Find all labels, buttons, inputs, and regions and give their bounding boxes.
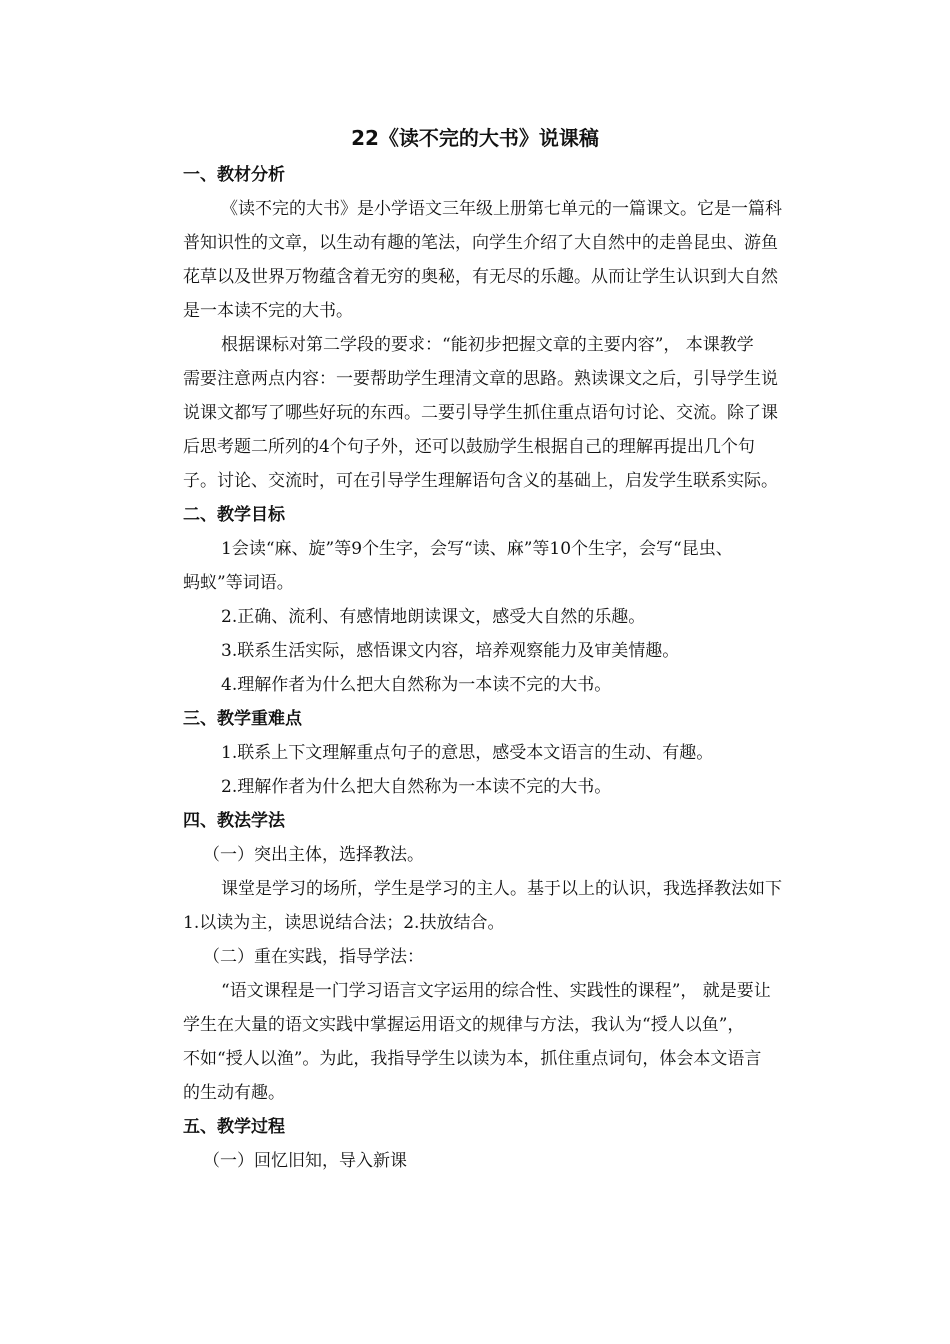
text-line: 子。讨论、交流时，可在引导学生理解语句含义的基础上，启发学生联系实际。 <box>183 471 778 491</box>
text-line: 4.理解作者为什么把大自然称为一本读不完的大书。 <box>221 675 612 695</box>
text-line: 蚂蚁”等词语。 <box>183 573 294 593</box>
text-line: 需要注意两点内容：一要帮助学生理清文章的思路。熟读课文之后，引导学生说 <box>183 369 778 389</box>
text-line: 不如“授人以渔”。为此，我指导学生以读为本，抓住重点词句，体会本文语言 <box>183 1049 762 1069</box>
list-item <box>145 668 809 702</box>
list-item <box>145 634 809 668</box>
paragraph <box>145 974 809 1110</box>
text-line: 是一本读不完的大书。 <box>183 301 353 321</box>
text-line: 普知识性的文章，以生动有趣的笔法，向学生介绍了大自然中的走兽昆虫、游鱼 <box>183 233 778 253</box>
list-item <box>145 600 809 634</box>
text-line: 2.理解作者为什么把大自然称为一本读不完的大书。 <box>221 777 612 797</box>
section-heading-key-difficulties: 三、教学重难点 <box>183 709 302 729</box>
text-line: 1.以读为主，读思说结合法；2.扶放结合。 <box>183 913 505 933</box>
text-line: 后思考题二所列的4个句子外，还可以鼓励学生根据自己的理解再提出几个句 <box>183 437 755 457</box>
subheading <box>145 838 809 872</box>
text-line: （二）重在实践，指导学法： <box>203 947 424 967</box>
paragraph <box>145 192 809 328</box>
text-line: 3.联系生活实际，感悟课文内容，培养观察能力及审美情趣。 <box>221 641 680 661</box>
section-heading-methods: 四、教法学法 <box>183 811 285 831</box>
list-item <box>145 532 809 600</box>
document-body <box>145 158 809 1178</box>
text-line: 1.联系上下文理解重点句子的意思，感受本文语言的生动、有趣。 <box>221 743 714 763</box>
text-line: （一）回忆旧知，导入新课 <box>203 1151 407 1171</box>
text-line: 的生动有趣。 <box>183 1083 285 1103</box>
paragraph <box>145 328 809 498</box>
section-heading-teaching-goals: 二、教学目标 <box>183 505 285 525</box>
section-heading-teaching-material: 一、教材分析 <box>183 165 285 185</box>
subheading <box>145 940 809 974</box>
text-line: 2.正确、流利、有感情地朗读课文，感受大自然的乐趣。 <box>221 607 646 627</box>
text-line: 学生在大量的语文实践中掌握运用语文的规律与方法，我认为“授人以鱼”， <box>183 1015 745 1035</box>
text-line: 花草以及世界万物蕴含着无穷的奥秘，有无尽的乐趣。从而让学生认识到大自然 <box>183 267 778 287</box>
text-line: 说课文都写了哪些好玩的东西。二要引导学生抓住重点语句讨论、交流。除了课 <box>183 403 778 423</box>
text-line: “语文课程是一门学习语言文字运用的综合性、实践性的课程”， 就是要让 <box>221 981 771 1001</box>
text-line: 根据课标对第二学段的要求：“能初步把握文章的主要内容”， 本课教学 <box>221 335 754 355</box>
text-line: 《读不完的大书》是小学语文三年级上册第七单元的一篇课文。它是一篇科 <box>221 199 782 219</box>
document-title: 22《读不完的大书》说课稿 <box>351 126 599 150</box>
paragraph <box>145 872 809 940</box>
text-line: 1会读“麻、旋”等9个生字，会写“读、麻”等10个生字，会写“昆虫、 <box>221 539 733 559</box>
subheading <box>145 1144 809 1178</box>
list-item <box>145 736 809 770</box>
text-line: 课堂是学习的场所，学生是学习的主人。基于以上的认识，我选择教法如下 <box>221 879 782 899</box>
section-heading-teaching-process: 五、教学过程 <box>183 1117 285 1137</box>
text-line: （一）突出主体，选择教法。 <box>203 845 424 865</box>
list-item <box>145 770 809 804</box>
